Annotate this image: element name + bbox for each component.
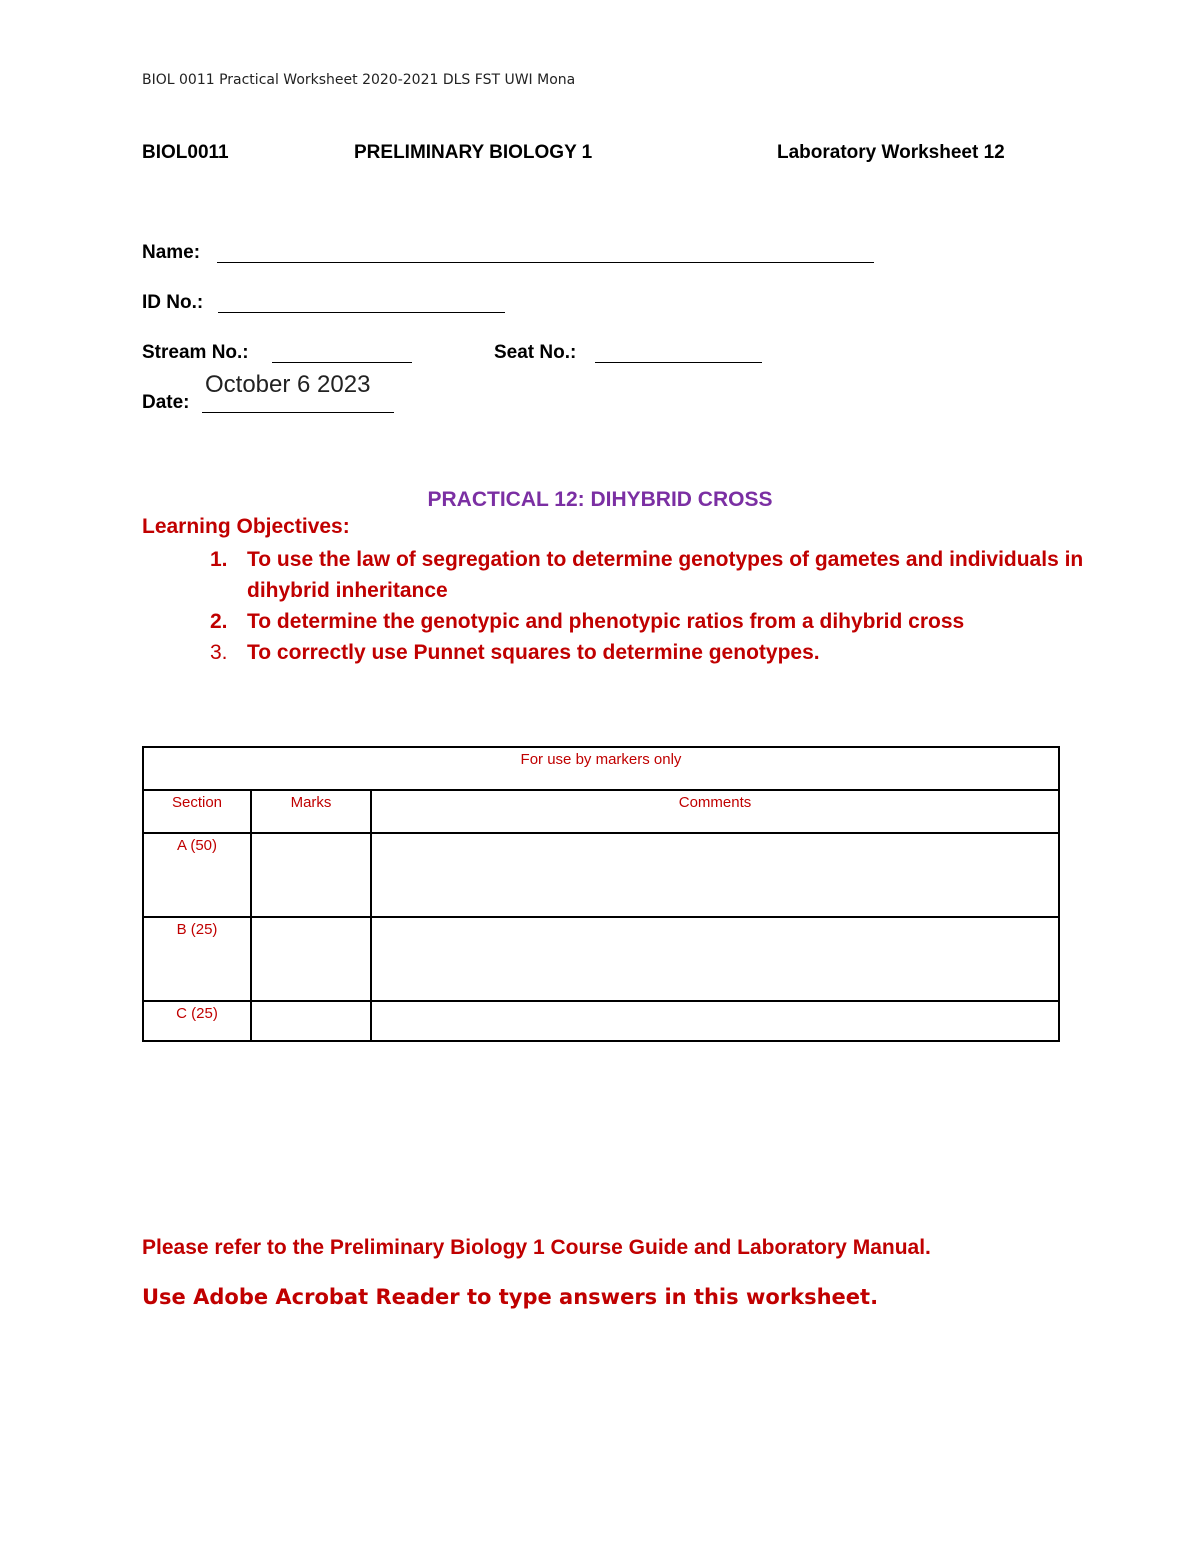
practical-title: PRACTICAL 12: DIHYBRID CROSS bbox=[427, 488, 773, 511]
markers-table bbox=[142, 746, 1060, 1042]
table-row bbox=[143, 833, 1059, 917]
marks-cell[interactable] bbox=[251, 917, 371, 1001]
comments-cell[interactable] bbox=[371, 917, 1059, 1001]
marks-cell[interactable] bbox=[251, 833, 371, 917]
stream-field[interactable] bbox=[272, 362, 412, 363]
section-cell: C (25) bbox=[143, 1001, 251, 1041]
objective-text: To determine the genotypic and phenotypic ratios from a dihybrid cross bbox=[247, 610, 965, 633]
table-row bbox=[143, 1001, 1059, 1041]
date-value[interactable]: October 6 2023 bbox=[205, 371, 371, 398]
table-caption: For use by markers only bbox=[143, 747, 1059, 790]
refer-note: Please refer to the Preliminary Biology 1 Course Guide and Laboratory Manual. bbox=[142, 1236, 931, 1259]
date-label: Date: bbox=[142, 392, 190, 413]
course-code: BIOL0011 bbox=[142, 142, 229, 163]
marks-cell[interactable] bbox=[251, 1001, 371, 1041]
name-field[interactable] bbox=[217, 262, 874, 263]
comments-cell[interactable] bbox=[371, 1001, 1059, 1041]
section-cell: B (25) bbox=[143, 917, 251, 1001]
objectives-list bbox=[210, 544, 1090, 668]
header-section: Section bbox=[143, 790, 251, 833]
objectives-heading: Learning Objectives: bbox=[142, 515, 350, 538]
list-item bbox=[210, 637, 1090, 668]
list-item bbox=[210, 544, 1090, 606]
header-marks: Marks bbox=[251, 790, 371, 833]
id-field[interactable] bbox=[218, 312, 505, 313]
header-comments: Comments bbox=[371, 790, 1059, 833]
objective-number: 2. bbox=[210, 610, 228, 633]
date-field[interactable] bbox=[202, 412, 394, 413]
objective-text: To use the law of segregation to determine genotypes of gametes and individuals in dihybrid inheritance bbox=[247, 548, 1084, 602]
section-cell: A (50) bbox=[143, 833, 251, 917]
id-label: ID No.: bbox=[142, 292, 204, 313]
seat-field[interactable] bbox=[595, 362, 762, 363]
running-header: BIOL 0011 Practical Worksheet 2020-2021 DLS FST UWI Mona bbox=[142, 72, 576, 88]
objective-number: 3. bbox=[210, 641, 228, 664]
stream-label: Stream No.: bbox=[142, 342, 249, 363]
course-title: PRELIMINARY BIOLOGY 1 bbox=[354, 142, 593, 163]
table-header-row bbox=[143, 790, 1059, 833]
table-caption-row bbox=[143, 747, 1059, 790]
worksheet-title: Laboratory Worksheet 12 bbox=[777, 142, 1005, 163]
comments-cell[interactable] bbox=[371, 833, 1059, 917]
table-row bbox=[143, 917, 1059, 1001]
name-label: Name: bbox=[142, 242, 201, 263]
seat-label: Seat No.: bbox=[494, 342, 577, 363]
list-item bbox=[210, 606, 1090, 637]
acrobat-note: Use Adobe Acrobat Reader to type answers in this worksheet. bbox=[142, 1285, 879, 1309]
objective-text: To correctly use Punnet squares to determine genotypes. bbox=[247, 641, 820, 664]
objective-number: 1. bbox=[210, 548, 228, 571]
